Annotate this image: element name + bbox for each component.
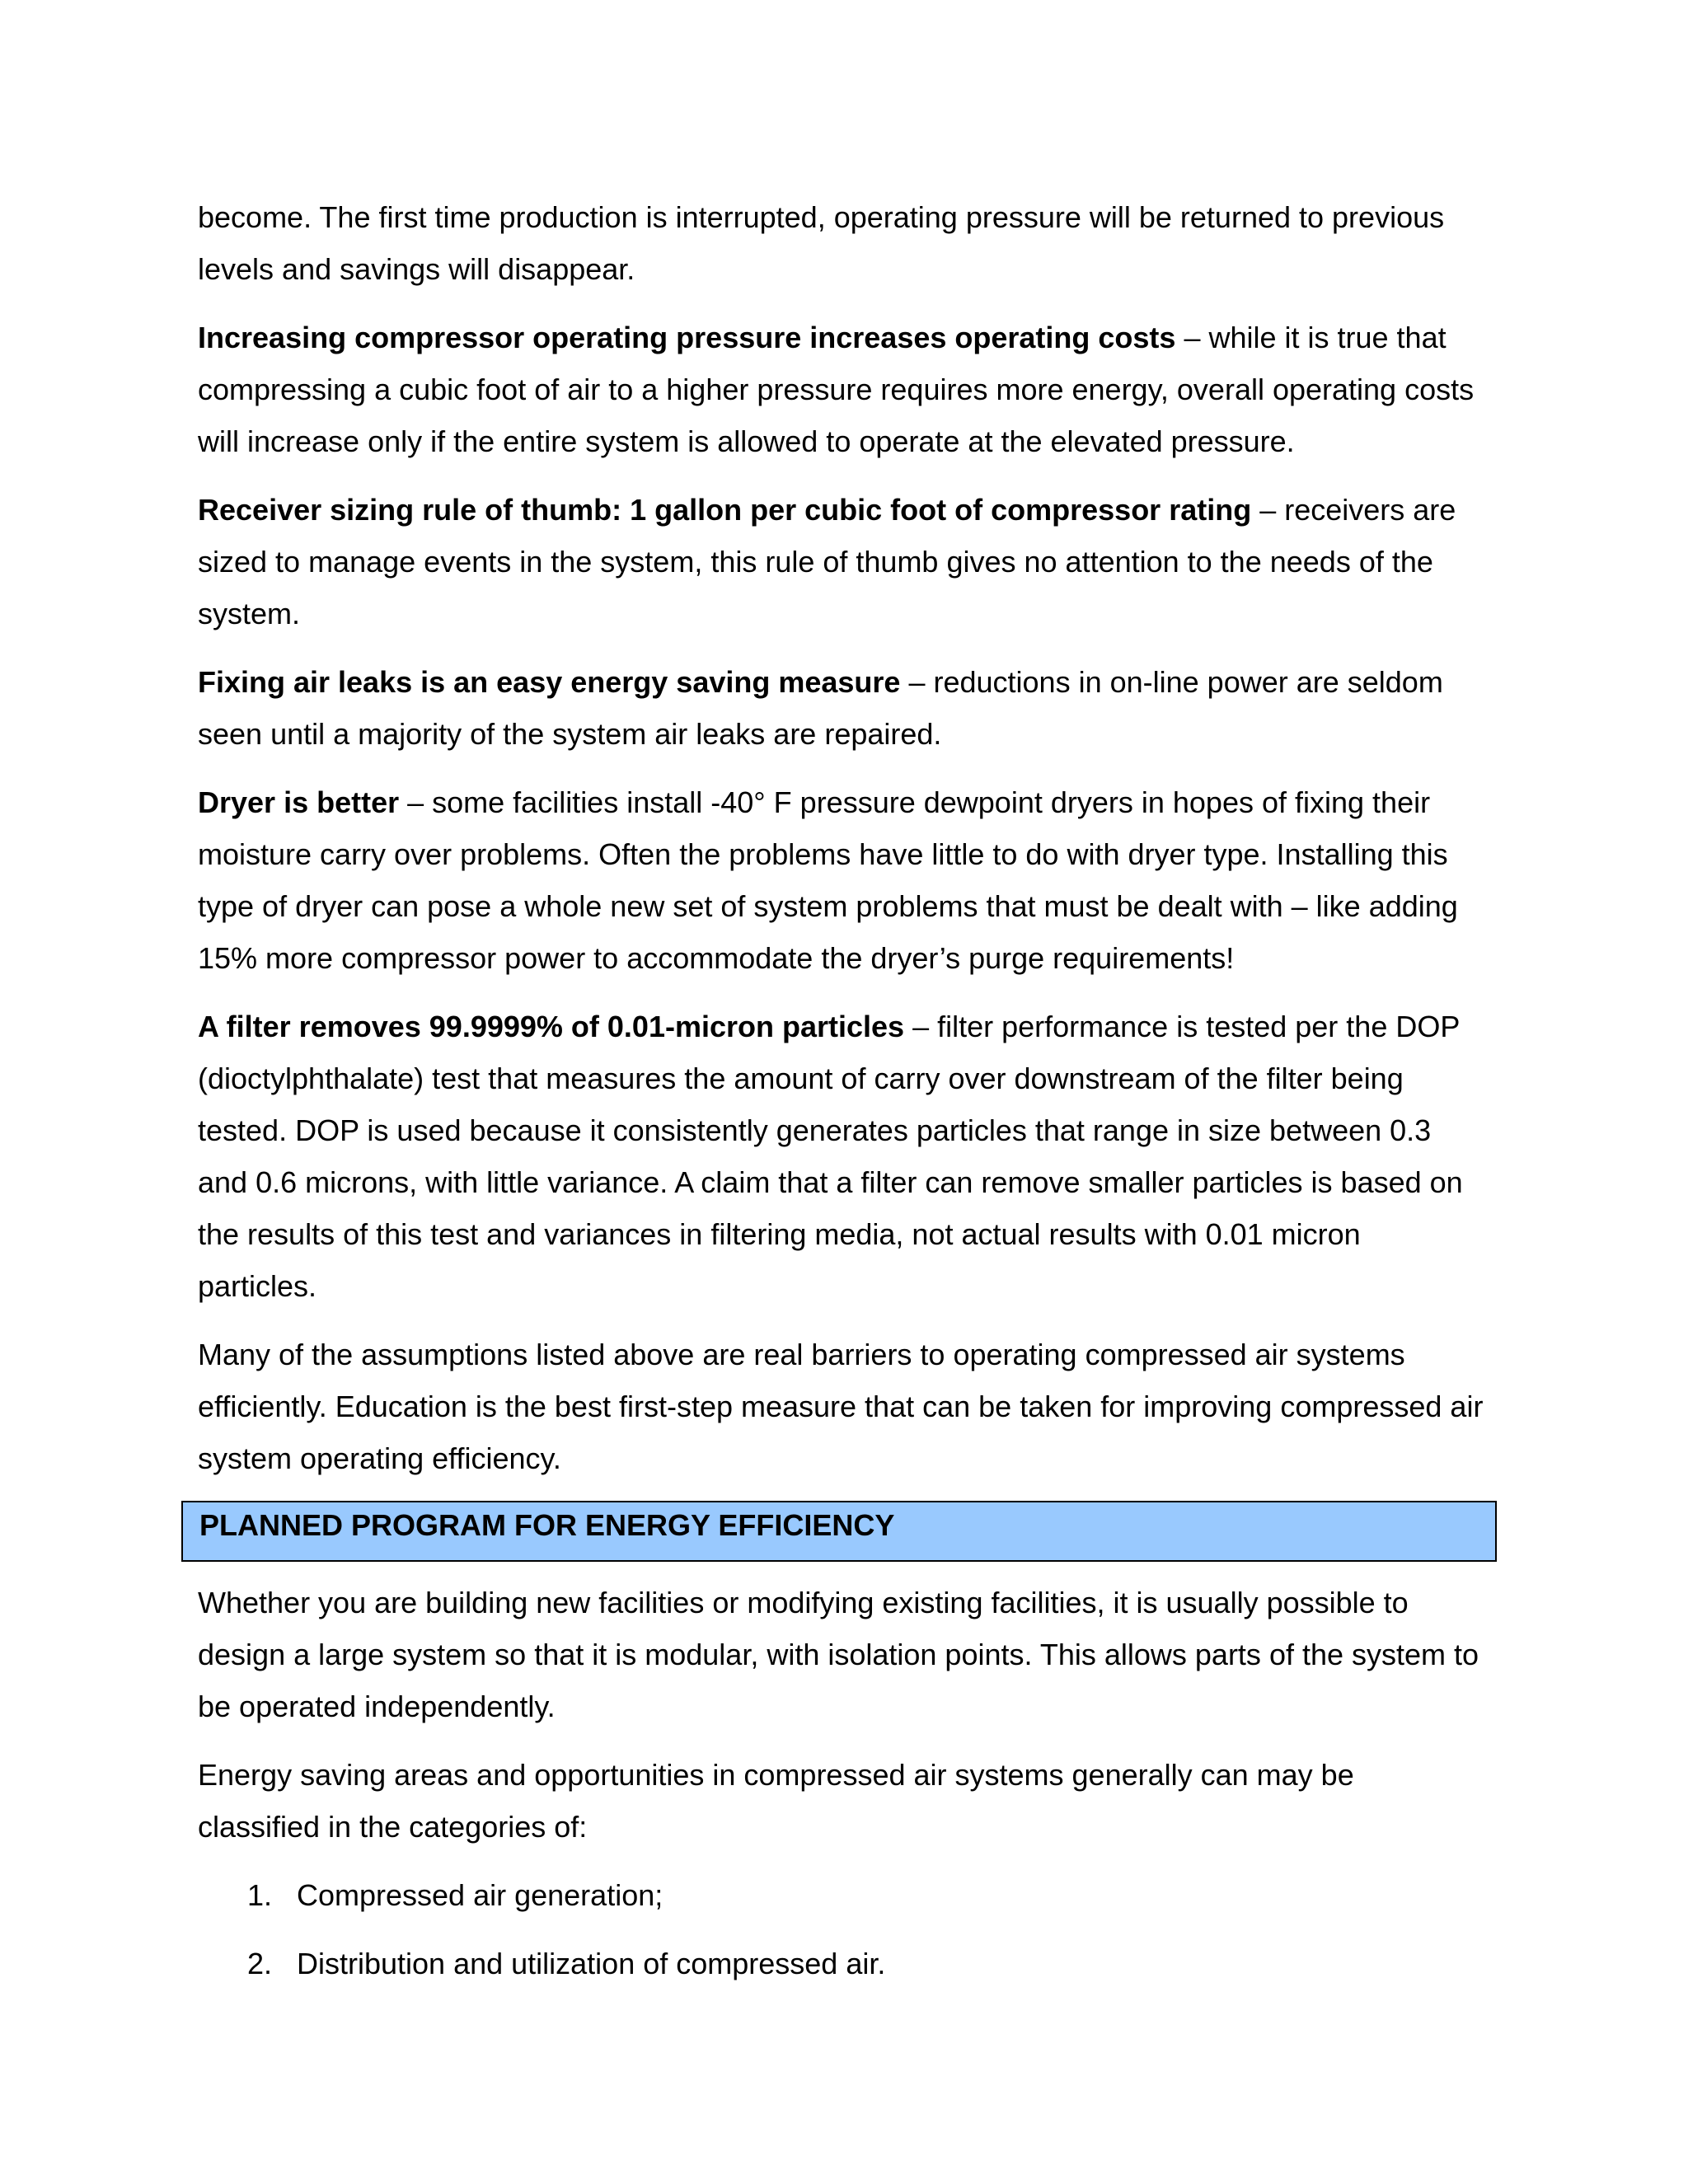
category-list xyxy=(198,1869,1484,1990)
paragraph-text: – reductions in on-line power are seldom seen until a majority of the system air leaks are repaired. xyxy=(198,665,1443,751)
paragraph-categories-intro xyxy=(198,1749,1484,1853)
paragraph-bold-lead: Fixing air leaks is an easy energy saving measure xyxy=(198,665,901,699)
paragraph-bold-lead: Increasing compressor operating pressure increases operating costs xyxy=(198,321,1176,354)
paragraph-modular-design xyxy=(198,1577,1484,1732)
section-heading: PLANNED PROGRAM FOR ENERGY EFFICIENCY xyxy=(181,1501,1497,1562)
paragraph-text: – receivers are sized to manage events in the system, this rule of thumb gives no attention to the needs of the system. xyxy=(198,493,1456,630)
paragraph-text: Whether you are building new facilities or modifying existing facilities, it is usually possible to design a large system so that it is modular, with isolation points. This allows parts of the system to be operated independently. xyxy=(198,1586,1479,1723)
paragraph-filter xyxy=(198,1001,1484,1312)
paragraph-dryer xyxy=(198,776,1484,984)
paragraph-intro-continuation xyxy=(198,191,1484,295)
paragraph-receiver-sizing xyxy=(198,484,1484,640)
paragraph-bold-lead: Dryer is better xyxy=(198,785,400,819)
paragraph-text: – some facilities install -40° F pressure dewpoint dryers in hopes of fixing their moisture carry over problems. Often the problems have little to do with dryer type. Installing this type of dryer can pose a whole new set of system problems that must be dealt with – like adding 15% more compressor power to accommodate the dryer’s purge requirements! xyxy=(198,785,1458,975)
paragraph-assumptions-summary xyxy=(198,1329,1484,1484)
paragraph-text: Many of the assumptions listed above are real barriers to operating compressed air systems efficiently. Education is the best first-step measure that can be taken for improving compressed air system operating efficiency. xyxy=(198,1338,1484,1475)
paragraph-text: – filter performance is tested per the DOP (dioctylphthalate) test that measures the amount of carry over downstream of the filter being tested. DOP is used because it consistently generates particles that range in size between 0.3 and 0.6 microns, with little variance. A claim that a filter can remove smaller particles is based on the results of this test and variances in filtering media, not actual results with 0.01 micron particles. xyxy=(198,1010,1463,1303)
list-item-text: Distribution and utilization of compressed air. xyxy=(297,1947,886,1980)
paragraph-text: – while it is true that compressing a cubic foot of air to a higher pressure requires more energy, overall operating costs will increase only if the entire system is allowed to operate at the elevated pressure. xyxy=(198,321,1475,458)
paragraph-bold-lead: Receiver sizing rule of thumb: 1 gallon per cubic foot of compressor rating xyxy=(198,493,1252,527)
paragraph-text: Energy saving areas and opportunities in compressed air systems generally can may be classified in the categories of: xyxy=(198,1758,1354,1844)
paragraph-air-leaks xyxy=(198,656,1484,760)
list-item xyxy=(198,1938,1484,1990)
paragraph-bold-lead: A filter removes 99.9999% of 0.01-micron particles xyxy=(198,1010,905,1043)
list-item-number: 2. xyxy=(247,1947,273,1980)
paragraph-text: become. The first time production is interrupted, operating pressure will be returned to previous levels and savings will disappear. xyxy=(198,200,1445,286)
page-content xyxy=(198,191,1484,2006)
list-item xyxy=(198,1869,1484,1921)
paragraph-operating-pressure xyxy=(198,312,1484,467)
list-item-text: Compressed air generation; xyxy=(297,1878,663,1912)
list-item-number: 1. xyxy=(247,1878,273,1912)
